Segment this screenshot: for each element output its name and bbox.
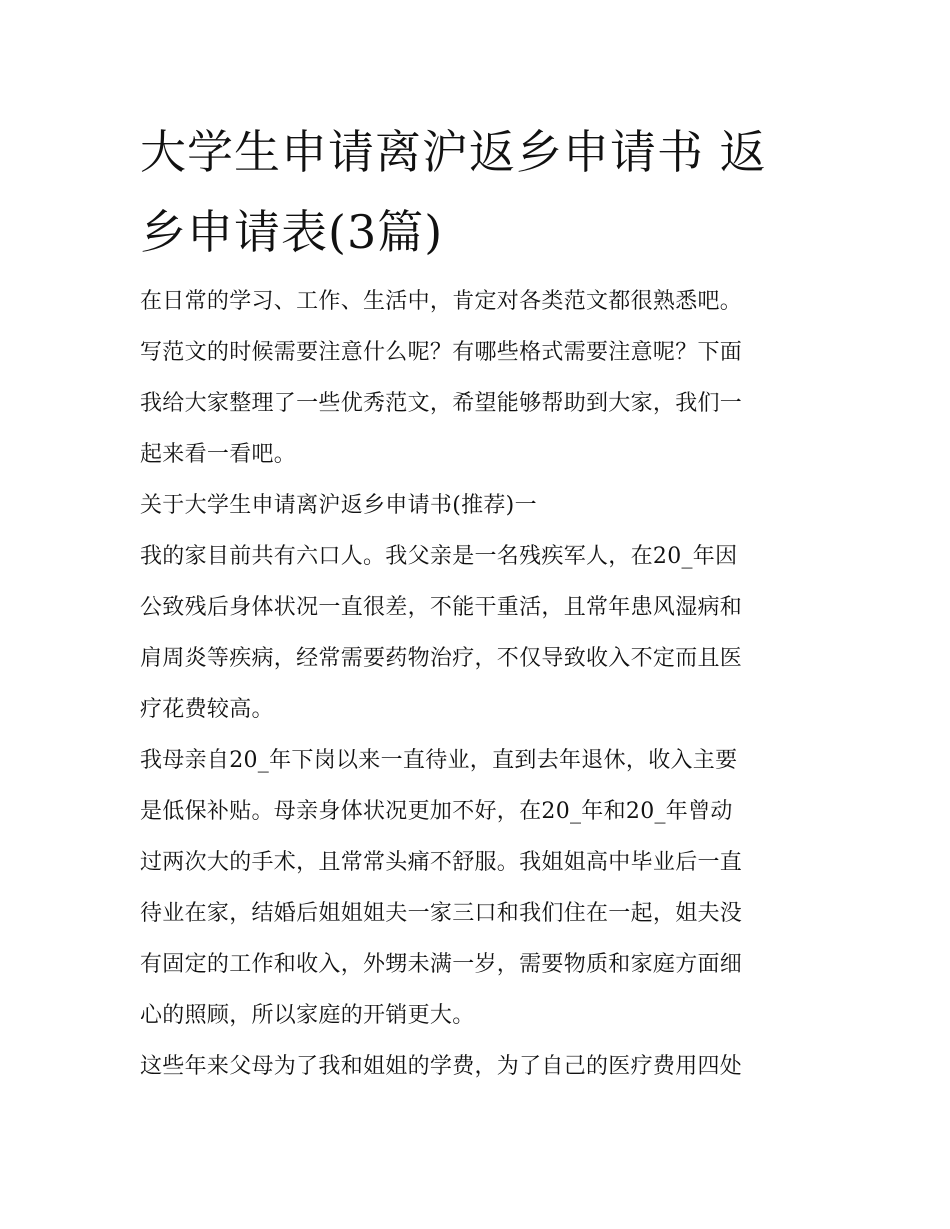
body-line: 起来看一看吧。	[140, 442, 297, 467]
body-line: 过两次大的手术，且常常头痛不舒服。我姐姐高中毕业后一直	[140, 850, 743, 875]
title-line: 大学生申请离沪返乡申请书 返	[140, 125, 767, 179]
body-line: 在日常的学习、工作、生活中，肯定对各类范文都很熟悉吧。	[140, 289, 743, 314]
section-heading: 关于大学生申请离沪返乡申请书(推荐)一	[140, 493, 537, 518]
body-line: 疗花费较高。	[140, 697, 274, 722]
body-line: 公致残后身体状况一直很差，不能干重活，且常年患风湿病和	[140, 595, 743, 620]
body-line: 有固定的工作和收入，外甥未满一岁，需要物质和家庭方面细	[140, 952, 743, 977]
body-line: 心的照顾，所以家庭的开销更大。	[140, 1003, 475, 1028]
title-line: 乡申请表(3篇)	[140, 205, 444, 259]
body-line: 我母亲自20_年下岗以来一直待业，直到去年退休，收入主要	[140, 748, 738, 773]
document-title	[140, 112, 820, 272]
body-line: 这些年来父母为了我和姐姐的学费，为了自己的医疗费用四处	[140, 1054, 743, 1079]
body-line: 肩周炎等疾病，经常需要药物治疗，不仅导致收入不定而且医	[140, 646, 743, 671]
body-line: 我给大家整理了一些优秀范文，希望能够帮助到大家，我们一	[140, 391, 743, 416]
body-line: 写范文的时候需要注意什么呢？有哪些格式需要注意呢？下面	[140, 340, 743, 365]
body-line: 待业在家，结婚后姐姐姐夫一家三口和我们住在一起，姐夫没	[140, 901, 743, 926]
document-body	[140, 276, 820, 1092]
body-line: 我的家目前共有六口人。我父亲是一名残疾军人，在20_年因	[140, 544, 738, 569]
body-line: 是低保补贴。母亲身体状况更加不好，在20_年和20_年曾动	[140, 799, 733, 824]
